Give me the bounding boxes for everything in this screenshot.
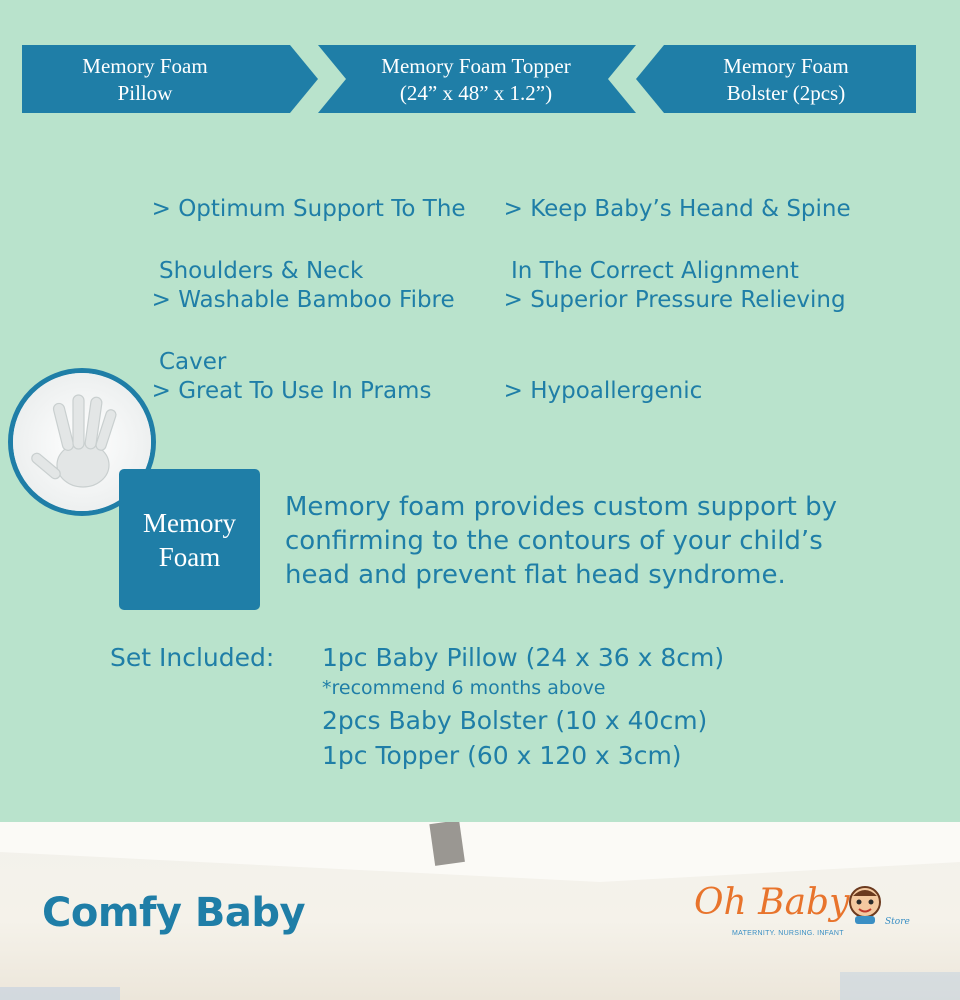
feature-left-3 — [137, 345, 431, 407]
tab-topper — [340, 53, 612, 107]
tab-banner — [0, 0, 960, 130]
set-item-bolster: 2pcs Baby Bolster (10 x 40cm) — [322, 706, 708, 735]
footer — [0, 822, 960, 1000]
tab-pillow-line2: Pillow — [117, 81, 173, 105]
tab-pillow-line1: Memory Foam — [82, 54, 208, 78]
oh-baby-logo-store: Store — [885, 917, 910, 927]
oh-baby-logo-text: Oh Baby — [694, 882, 850, 923]
feature-left-2-line1: > Washable Bamboo Fibre — [151, 287, 455, 313]
memory-foam-badge-line2: Foam — [158, 541, 221, 572]
tab-bolster-line1: Memory Foam — [723, 54, 849, 78]
memory-foam-badge-line1: Memory — [143, 507, 236, 538]
feature-right-1-line1: > Keep Baby’s Heand & Spine — [503, 196, 851, 222]
feature-right-3 — [489, 345, 702, 407]
tab-bolster — [676, 53, 896, 107]
memory-foam-desc-line1: Memory foam provides custom support by — [285, 492, 838, 522]
memory-foam-desc-line2: confirming to the contours of your child’s — [285, 526, 823, 556]
set-included-label: Set Included: — [110, 643, 275, 672]
feature-left-3-line1: > Great To Use In Prams — [151, 378, 432, 404]
brand-logo-comfy-baby: Comfy Baby — [42, 890, 306, 936]
set-item-pillow: 1pc Baby Pillow (24 x 36 x 8cm) — [322, 643, 725, 672]
set-item-topper: 1pc Topper (60 x 120 x 3cm) — [322, 741, 682, 770]
feature-right-1-line2: In The Correct Alignment — [511, 258, 799, 284]
tab-pillow — [40, 53, 250, 107]
memory-foam-description — [285, 490, 935, 592]
memory-foam-desc-line3: head and prevent flat head syndrome. — [285, 560, 786, 590]
feature-left-1-line2: Shoulders & Neck — [159, 258, 364, 284]
feature-left-2-line2: Caver — [159, 349, 227, 375]
tab-topper-line2: (24” x 48” x 1.2”) — [399, 81, 553, 105]
feature-right-2 — [489, 254, 846, 316]
memory-foam-badge — [119, 469, 260, 610]
feature-left-1-line1: > Optimum Support To The — [151, 196, 466, 222]
tab-bolster-line2: Bolster (2pcs) — [726, 81, 846, 105]
set-item-note: *recommend 6 months above — [322, 677, 606, 699]
feature-right-3-line1: > Hypoallergenic — [503, 378, 703, 404]
feature-right-2-line1: > Superior Pressure Relieving — [503, 287, 846, 313]
baby-face-icon — [845, 884, 885, 924]
oh-baby-logo-tagline: MATERNITY. NURSING. INFANT — [732, 930, 844, 937]
tab-topper-line1: Memory Foam Topper — [381, 54, 571, 78]
